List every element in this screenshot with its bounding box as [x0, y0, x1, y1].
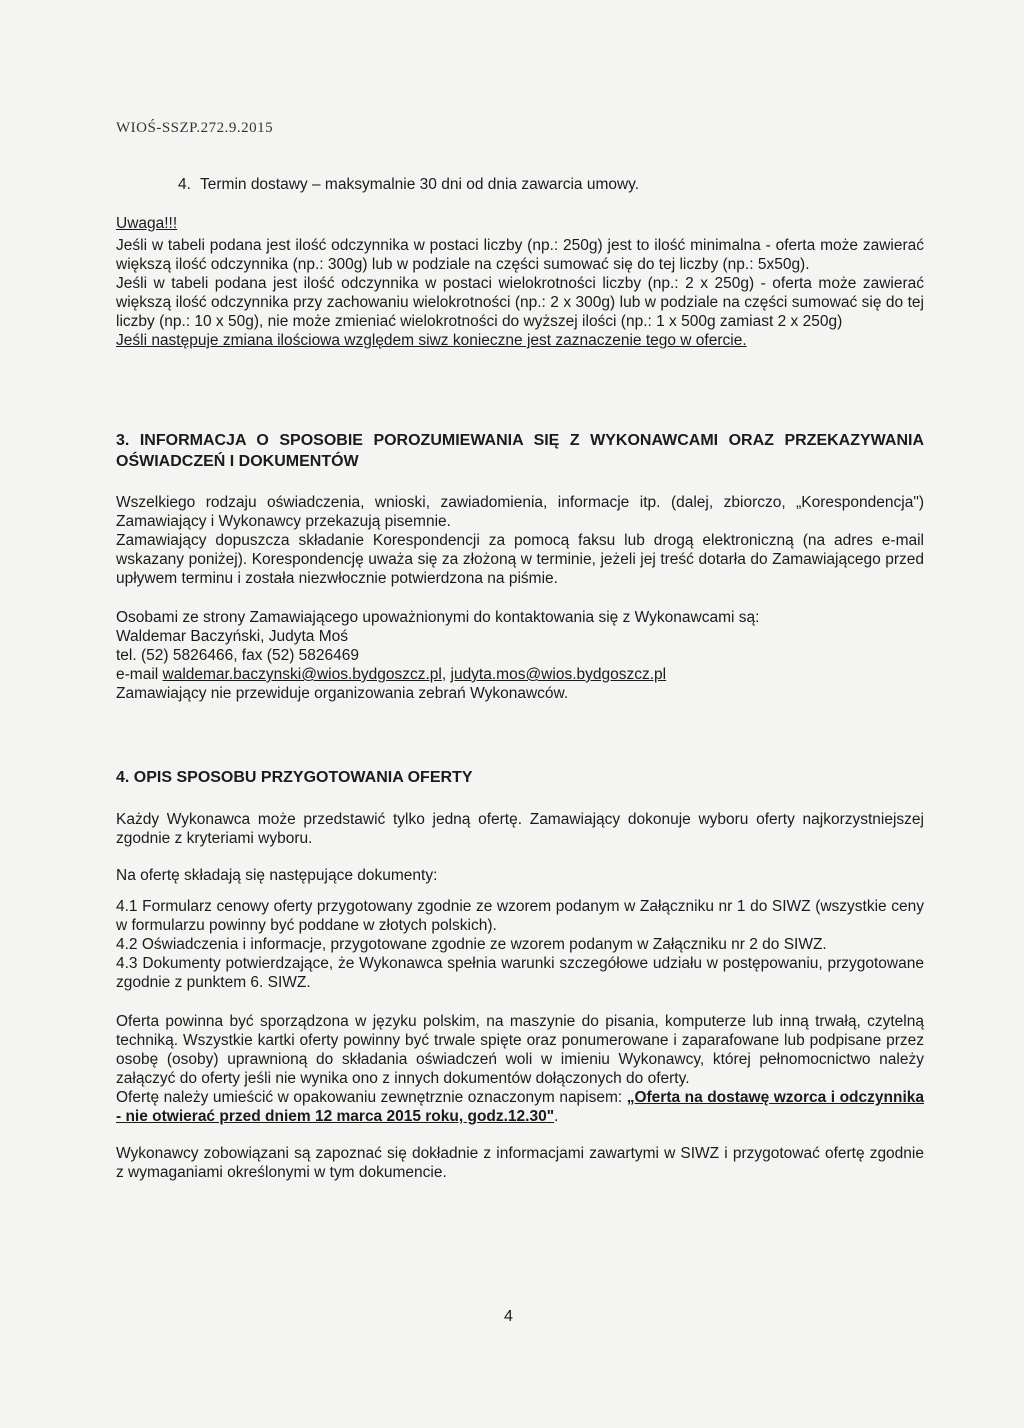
contact-phone: tel. (52) 5826466, fax (52) 5826469: [116, 647, 360, 664]
email-link-1[interactable]: waldemar.baczynski@wios.bydgoszcz.pl: [162, 666, 442, 683]
contact-names: Waldemar Baczyński, Judyta Moś: [116, 628, 349, 645]
note-title: Uwaga!!!: [116, 215, 178, 232]
delivery-term-item: [178, 176, 639, 194]
contact-email: [116, 665, 924, 684]
document-reference: WIOŚ-SSZP.272.9.2015: [116, 120, 274, 136]
note-paragraph: Jeśli w tabeli podana jest ilość odczynnika w postaci liczby (np.: 250g) jest to ilość minimalna - oferta może zawierać większą ilość odczynnika (np.: 300g) lub w podziale na części sumować się do tej liczby (np.: 5x50g).: [116, 237, 924, 273]
document-item: 4.2 Oświadczenia i informacje, przygotowane zgodnie ze wzorem podanym w Załączniku nr 2 do SIWZ.: [116, 936, 827, 953]
paragraph: Zamawiający nie przewiduje organizowania zebrań Wykonawców.: [116, 685, 569, 702]
paragraph: Osobami ze strony Zamawiającego upoważnionymi do kontaktowania się z Wykonawcami są:: [116, 609, 760, 626]
section-4-heading: 4. OPIS SPOSOBU PRZYGOTOWANIA OFERTY: [116, 769, 473, 786]
page-number: 4: [504, 1308, 513, 1325]
note-paragraph: Jeśli w tabeli podana jest ilość odczynnika w postaci wielokrotności liczby (np.: 2 x 250g) - oferta może zawierać większą ilość odczynnika przy zachowaniu wielokrotności (np.: 2 x 300g) lub w podziale na części sumować się do tej liczby (np.: 10 x 50g), nie może zmieniać wielokrotności do wyższej ilości (np.: 1 x 500g zamiast 2 x 250g): [116, 275, 924, 330]
document-item: 4.3 Dokumenty potwierdzające, że Wykonawca spełnia warunki szczegółowe udziału w postępowaniu, przygotowane zgodnie z punktem 6. SIWZ.: [116, 955, 924, 991]
note-block: [116, 214, 924, 350]
document-item: 4.1 Formularz cenowy oferty przygotowany zgodnie ze wzorem podanym w Załączniku nr 1 do SIWZ (wszystkie ceny w formularzu powinny być poddane w złotych polskich).: [116, 898, 924, 934]
section-3-heading: 3. INFORMACJA O SPOSOBIE POROZUMIEWANIA SIĘ Z WYKONAWCAMI ORAZ PRZEKAZYWANIA OŚWIADCZEŃ I DOKUMENTÓW: [116, 432, 924, 470]
marking-suffix: .: [554, 1108, 559, 1125]
item-text: Termin dostawy – maksymalnie 30 dni od dnia zawarcia umowy.: [200, 176, 640, 193]
section-4-body: [116, 810, 924, 1182]
paragraph: Na ofertę składają się następujące dokumenty:: [116, 867, 438, 884]
email-link-2[interactable]: judyta.mos@wios.bydgoszcz.pl: [450, 666, 667, 683]
email-prefix: e-mail: [116, 666, 163, 683]
paragraph: Każdy Wykonawca może przedstawić tylko jedną ofertę. Zamawiający dokonuje wyboru oferty najkorzystniejszej zgodnie z kryteriami wyboru.: [116, 811, 924, 847]
paragraph: Zamawiający dopuszcza składanie Korespondencji za pomocą faksu lub drogą elektroniczną (na adres e-mail wskazany poniżej). Korespondencję uważa się za złożoną w terminie, jeżeli jej treść dotarła do Zamawiającego przed upływem terminu i została niezwłocznie potwierdzona na piśmie.: [116, 532, 924, 587]
marking-paragraph: [116, 1088, 924, 1126]
section-3-body: [116, 493, 924, 703]
marking-prefix: Ofertę należy umieścić w opakowaniu zewnętrznie oznaczonym napisem:: [116, 1089, 627, 1106]
item-number: 4.: [178, 176, 191, 193]
paragraph: Wszelkiego rodzaju oświadczenia, wnioski, zawiadomienia, informacje itp. (dalej, zbiorczo, „Korespondencja") Zamawiający i Wykonawcy przekazują pisemnie.: [116, 494, 924, 530]
email-separator: ,: [441, 666, 451, 683]
note-paragraph: Jeśli następuje zmiana ilościowa względem siwz konieczne jest zaznaczenie tego w ofercie.: [116, 332, 747, 349]
paragraph: Wykonawcy zobowiązani są zapoznać się dokładnie z informacjami zawartymi w SIWZ i przygotować ofertę zgodnie z wymaganiami określonymi w tym dokumencie.: [116, 1145, 924, 1181]
marking-label: „Oferta na dostawę wzorca i odczynnika - nie otwierać przed dniem 12 marca 2015 roku, godz.12.30": [116, 1089, 924, 1125]
paragraph: Oferta powinna być sporządzona w języku polskim, na maszynie do pisania, komputerze lub inną trwałą, czytelną techniką. Wszystkie kartki oferty powinny być trwale spięte oraz ponumerowane i zaparafowane lub podpisane przez osobę (osoby) uprawnioną do składania oświadczeń woli w imieniu Wykonawcy, której pełnomocnictwo należy załączyć do oferty jeśli nie wynika ono z innych dokumentów dołączonych do oferty.: [116, 1013, 924, 1087]
